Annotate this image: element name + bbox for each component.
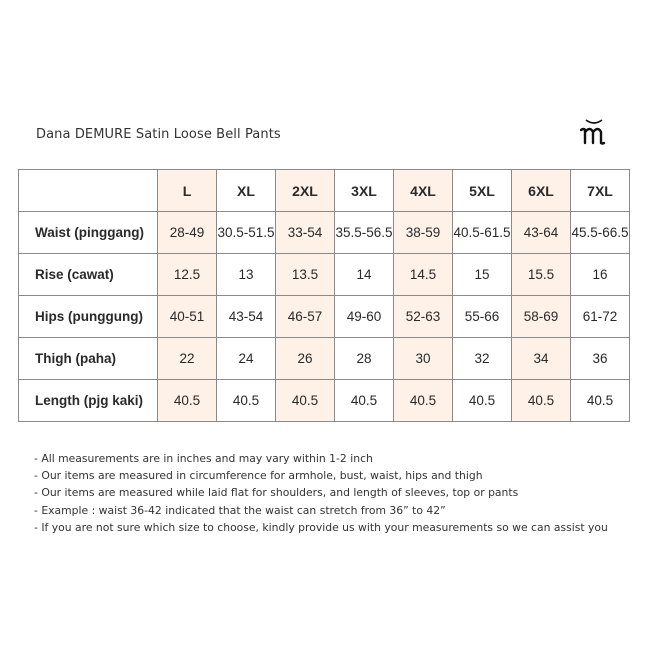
measurement-cell: 15.5 — [512, 254, 571, 296]
measurement-cell: 58-69 — [512, 296, 571, 338]
measurement-cell: 35.5-56.5 — [335, 212, 394, 254]
measurement-cell: 61-72 — [571, 296, 630, 338]
measurement-cell: 40.5 — [453, 380, 512, 422]
measurement-cell: 43-54 — [217, 296, 276, 338]
measurement-cell: 40.5 — [217, 380, 276, 422]
measurement-cell: 33-54 — [276, 212, 335, 254]
measurement-cell: 34 — [512, 338, 571, 380]
measurement-cell: 45.5-66.5 — [571, 212, 630, 254]
table-row — [19, 338, 630, 380]
measurement-cell: 24 — [217, 338, 276, 380]
size-header: 4XL — [394, 170, 453, 212]
note-line: - If you are not sure which size to choose, kindly provide us with your measurements so we can assist you — [34, 520, 608, 534]
measurement-cell: 38-59 — [394, 212, 453, 254]
measurement-cell: 55-66 — [453, 296, 512, 338]
size-chart-table — [18, 169, 630, 422]
table-row — [19, 296, 630, 338]
row-label: Thigh (paha) — [19, 338, 158, 380]
measurement-cell: 40.5 — [335, 380, 394, 422]
row-label: Length (pjg kaki) — [19, 380, 158, 422]
measurement-cell: 46-57 — [276, 296, 335, 338]
measurement-cell: 30 — [394, 338, 453, 380]
measurement-cell: 40.5 — [394, 380, 453, 422]
brand-logo-icon — [577, 116, 611, 146]
size-header: XL — [217, 170, 276, 212]
measurement-cell: 12.5 — [158, 254, 217, 296]
row-label: Waist (pinggang) — [19, 212, 158, 254]
measurement-cell: 40.5 — [276, 380, 335, 422]
measurement-notes — [34, 450, 608, 536]
measurement-cell: 15 — [453, 254, 512, 296]
measurement-cell: 16 — [571, 254, 630, 296]
page-title: Dana DEMURE Satin Loose Bell Pants — [36, 127, 281, 142]
size-header: 6XL — [512, 170, 571, 212]
row-label: Rise (cawat) — [19, 254, 158, 296]
corner-cell — [19, 170, 158, 212]
measurement-cell: 30.5-51.5 — [217, 212, 276, 254]
size-header-row — [19, 170, 630, 212]
measurement-cell: 28-49 — [158, 212, 217, 254]
measurement-cell: 13 — [217, 254, 276, 296]
measurement-cell: 49-60 — [335, 296, 394, 338]
note-line: - Our items are measured while laid flat for shoulders, and length of sleeves, top or pants — [34, 486, 519, 500]
measurement-cell: 40.5 — [512, 380, 571, 422]
note-line: - Example : waist 36-42 indicated that the waist can stretch from 36” to 42” — [34, 503, 446, 517]
measurement-cell: 40.5-61.5 — [453, 212, 512, 254]
measurement-cell: 28 — [335, 338, 394, 380]
note-line: - Our items are measured in circumference for armhole, bust, waist, hips and thigh — [34, 469, 483, 483]
measurement-cell: 13.5 — [276, 254, 335, 296]
table-row — [19, 254, 630, 296]
measurement-cell: 14.5 — [394, 254, 453, 296]
measurement-cell: 26 — [276, 338, 335, 380]
size-header: 3XL — [335, 170, 394, 212]
measurement-cell: 40-51 — [158, 296, 217, 338]
note-line: - All measurements are in inches and may vary within 1-2 inch — [34, 452, 373, 465]
size-header: 5XL — [453, 170, 512, 212]
measurement-cell: 36 — [571, 338, 630, 380]
table-row — [19, 380, 630, 422]
measurement-cell: 43-64 — [512, 212, 571, 254]
measurement-cell: 40.5 — [571, 380, 630, 422]
measurement-cell: 14 — [335, 254, 394, 296]
size-header: 2XL — [276, 170, 335, 212]
measurement-cell: 32 — [453, 338, 512, 380]
size-header: L — [158, 170, 217, 212]
measurement-cell: 40.5 — [158, 380, 217, 422]
size-header: 7XL — [571, 170, 630, 212]
measurement-cell: 52-63 — [394, 296, 453, 338]
measurement-cell: 22 — [158, 338, 217, 380]
row-label: Hips (punggung) — [19, 296, 158, 338]
table-row — [19, 212, 630, 254]
